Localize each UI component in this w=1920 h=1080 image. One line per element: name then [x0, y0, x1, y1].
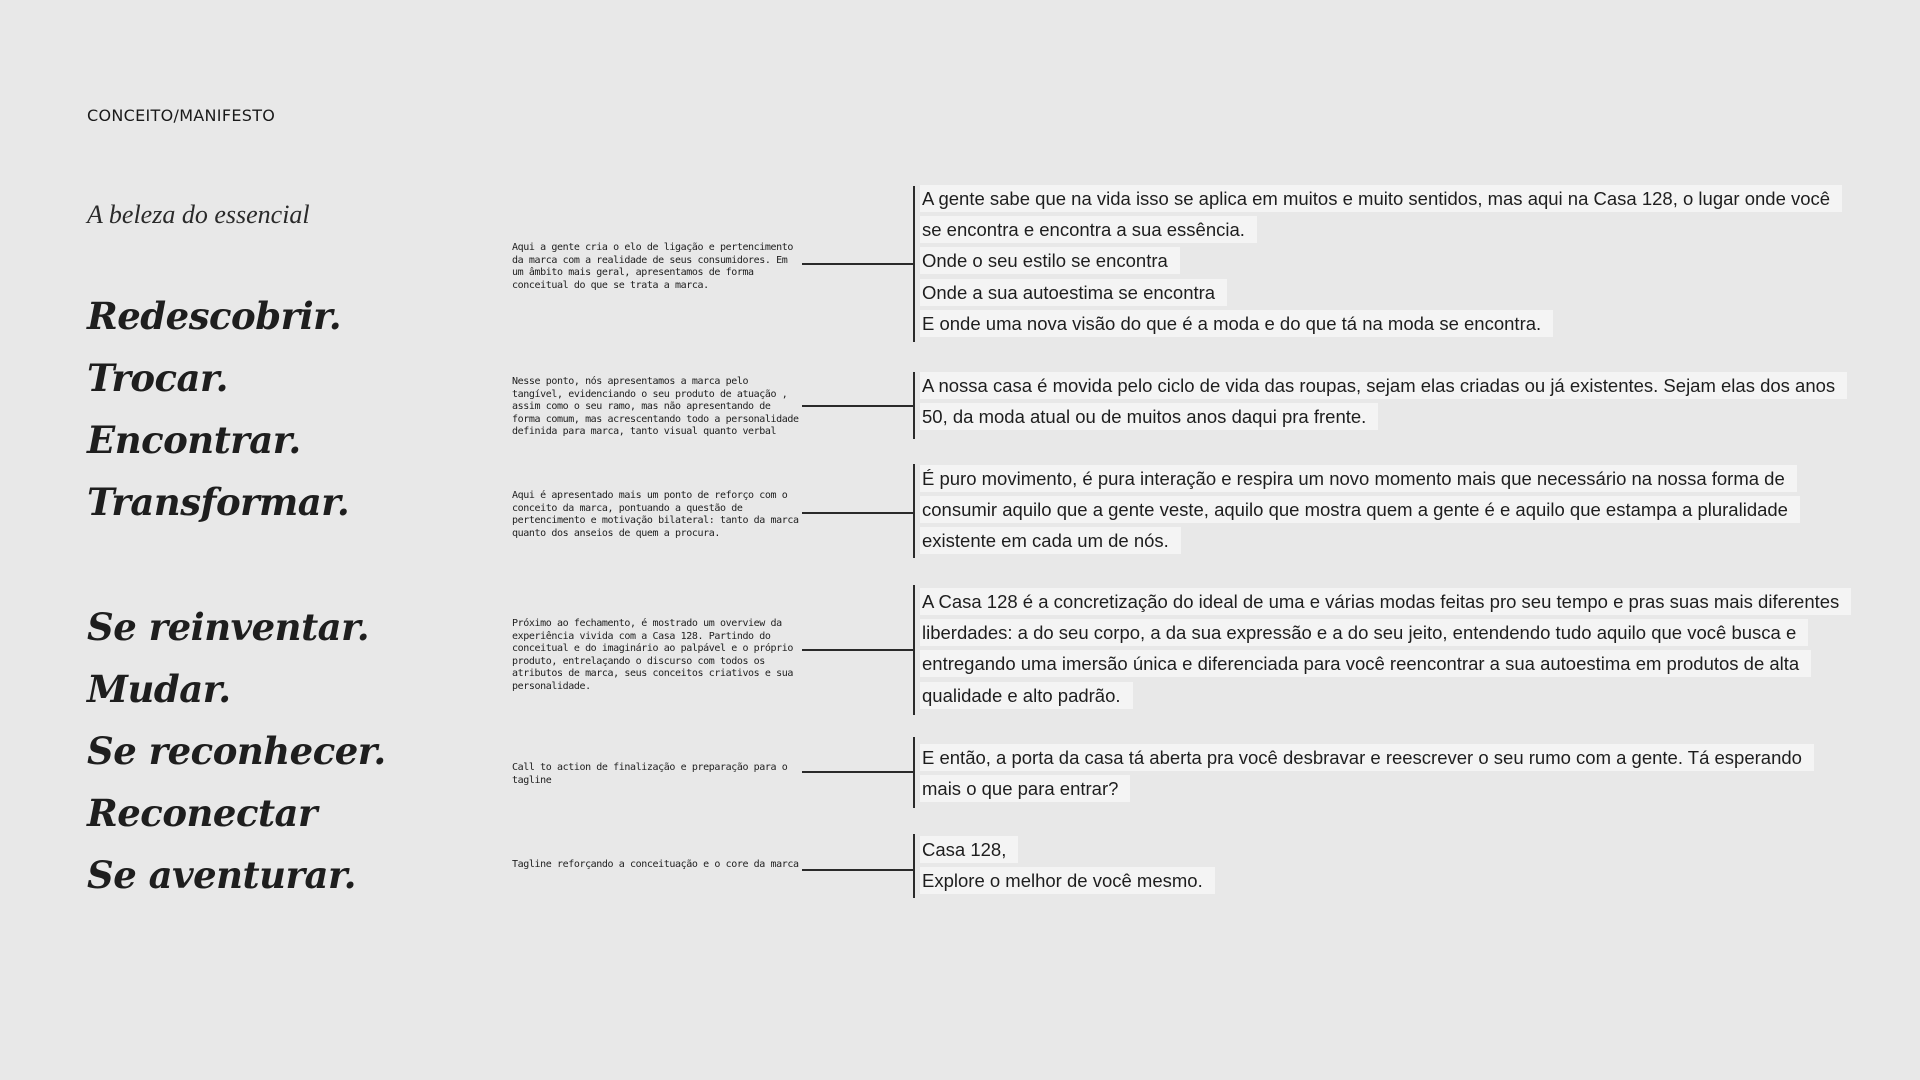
- connector-line: [802, 869, 914, 871]
- bracket-line: [913, 372, 915, 439]
- manifesto-line: A gente sabe que na vida isso se aplica em muitos e muito sentidos, mas aqui na Casa 128, o lugar onde você se encontra e encontra a sua essência.: [920, 185, 1842, 243]
- verb-item: Redescobrir.: [87, 294, 342, 338]
- manifesto-block: [920, 463, 1840, 557]
- manifesto-line: A Casa 128 é a concretização do ideal de uma e várias modas feitas pro seu tempo e pras suas mais diferentes liberdades: a do seu corpo, a da sua expressão e a do seu jeito, entendendo tudo aquilo que você busca e entregando uma imersão única e diferenciada para você reencontrar a sua autoestima em produtos de alta qualidade e alto padrão.: [920, 588, 1851, 709]
- manifesto-line: Onde a sua autoestima se encontra: [920, 279, 1227, 306]
- connector-line: [802, 771, 914, 773]
- bracket-line: [913, 737, 915, 808]
- verb-item: Se aventurar.: [87, 853, 356, 897]
- bracket-line: [913, 585, 915, 715]
- verb-item: Reconectar: [87, 791, 318, 835]
- annotation-note: Aqui é apresentado mais um ponto de reforço com o conceito da marca, pontuando a questão de pertencimento e motivação bilateral: tanto da marca quanto dos anseios de quem a procura.: [512, 490, 799, 539]
- verb-item: Se reconhecer.: [87, 729, 386, 773]
- manifesto-line: E então, a porta da casa tá aberta pra você desbravar e reescrever o seu rumo com a gente. Tá esperando mais o que para entrar?: [920, 744, 1814, 802]
- page-subtitle: A beleza do essencial: [87, 200, 310, 229]
- annotation-note: Próximo ao fechamento, é mostrado um overview da experiência vivida com a Casa 128. Partindo do conceitual e do imaginário ao palpável e o próprio produto, entrelaçando o discurso com todos os atributos de marca, seus conceitos criativos e sua personalidade.: [512, 618, 794, 692]
- connector-line: [802, 263, 914, 265]
- manifesto-block: [920, 834, 1840, 896]
- bracket-line: [913, 834, 915, 898]
- verb-item: Trocar.: [87, 356, 228, 400]
- manifesto-line: A nossa casa é movida pelo ciclo de vida das roupas, sejam elas criadas ou já existentes. Sejam elas dos anos 50, da moda atual ou de muitos anos daqui pra frente.: [920, 372, 1847, 430]
- manifesto-block: [920, 742, 1840, 804]
- annotation-note: Aqui a gente cria o elo de ligação e pertencimento da marca com a realidade de seus consumidores. Em um âmbito mais geral, apresentamos de forma conceitual do que se trata a marca.: [512, 242, 794, 291]
- page-title: CONCEITO/MANIFESTO: [87, 106, 276, 125]
- manifesto-line: E onde uma nova visão do que é a moda e do que tá na moda se encontra.: [920, 310, 1553, 337]
- manifesto-line: Onde o seu estilo se encontra: [920, 247, 1180, 274]
- verb-item: Encontrar.: [87, 418, 301, 462]
- manifesto-line: Casa 128,: [920, 836, 1018, 863]
- verb-list-primary: [87, 285, 349, 533]
- verb-item: Mudar.: [87, 667, 231, 711]
- verb-item: Transformar.: [87, 480, 350, 524]
- connector-line: [802, 649, 914, 651]
- annotation-note: Tagline reforçando a conceituação e o core da marca: [512, 859, 799, 870]
- verb-list-secondary: [87, 596, 386, 906]
- manifesto-line: Explore o melhor de você mesmo.: [920, 867, 1215, 894]
- connector-line: [802, 512, 914, 514]
- manifesto-block: [920, 183, 1840, 339]
- manifesto-block: [920, 370, 1840, 432]
- bracket-line: [913, 464, 915, 558]
- verb-item: Se reinventar.: [87, 605, 370, 649]
- manifesto-line: É puro movimento, é pura interação e respira um novo momento mais que necessário na nossa forma de consumir aquilo que a gente veste, aquilo que mostra quem a gente é e aquilo que estampa a pluralidade existente em cada um de nós.: [920, 465, 1800, 554]
- manifesto-block: [920, 586, 1840, 711]
- annotation-note: Call to action de finalização e preparação para o tagline: [512, 762, 788, 786]
- annotation-note: Nesse ponto, nós apresentamos a marca pelo tangível, evidenciando o seu produto de atuação , assim como o seu ramo, mas não apresentando de forma comum, mas acrescentando todo a personalidade definida para marca, tanto visual quanto verbal: [512, 376, 799, 437]
- bracket-line: [913, 186, 915, 342]
- connector-line: [802, 405, 914, 407]
